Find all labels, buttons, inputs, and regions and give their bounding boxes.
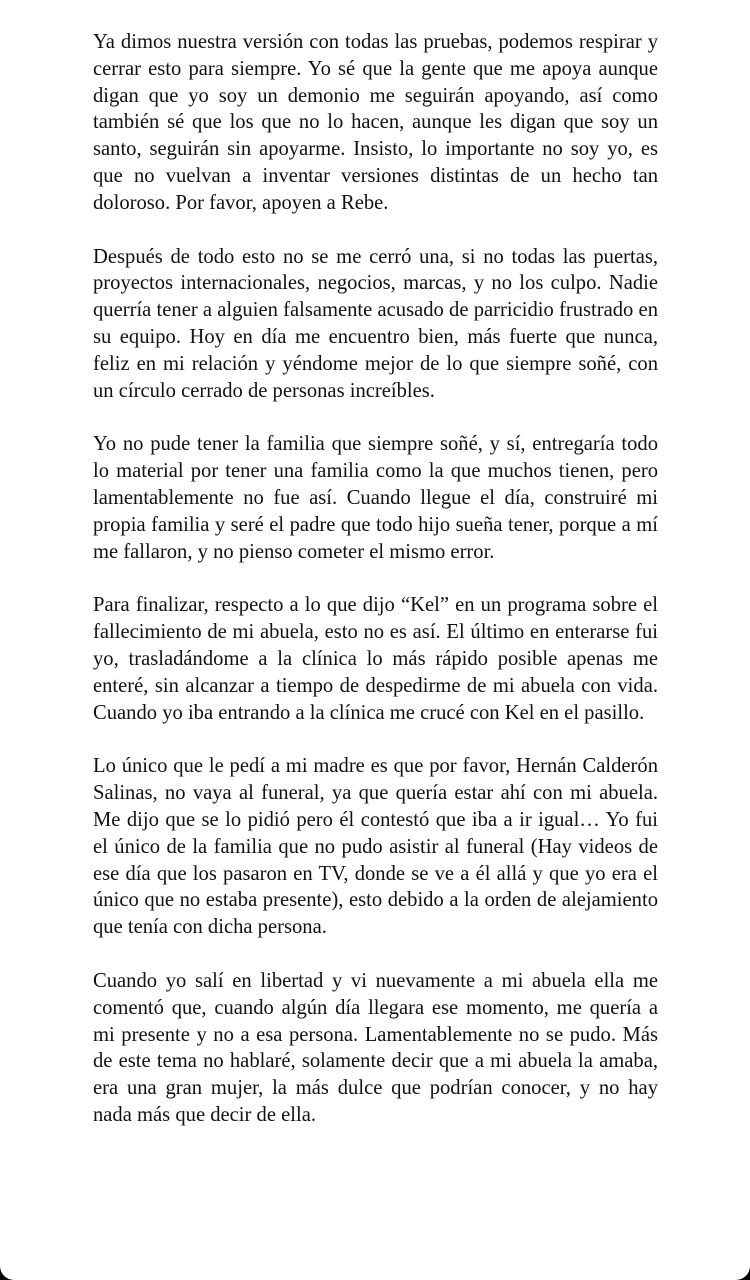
paragraph-6: Cuando yo salí en libertad y vi nuevamente a mi abuela ella me comentó que, cuando algún día llegara ese momento, me quería a mi presente y no a esa persona. Lamentablemente no se pudo. Más de este tema no hablaré, solamente decir que a mi abuela la amaba, era una gran mujer, la más dulce que podrían conocer, y no hay nada más que decir de ella. [93,969,658,1126]
paragraph-5: Lo único que le pedí a mi madre es que por favor, Hernán Calderón Salinas, no vaya al funeral, ya que quería estar ahí con mi abuela. Me dijo que se lo pidió pero él contestó que iba a ir igual… Yo fui el único de la familia que no pudo asistir al funeral (Hay videos de ese día que los pasaron en TV, donde se ve a él allá y que yo era el único que no estaba presente), esto debido a la orden de alejamiento que tenía con dicha persona. [93,755,658,939]
paragraph-1: Ya dimos nuestra versión con todas las pruebas, podemos respirar y cerrar esto para siempre. Yo sé que la gente que me apoya aunque digan que yo soy un demonio me seguirán apoyando, así como también sé que los que no lo hacen, aunque les digan que soy un santo, seguirán sin apoyarme. Insisto, lo importante no soy yo, es que no vuelvan a inventar versiones distintas de un hecho tan doloroso. Por favor, apoyen a Rebe. [93,31,658,214]
paragraph-2: Después de todo esto no se me cerró una, si no todas las puertas, proyectos internacionales, negocios, marcas, y no los culpo. Nadie querría tener a alguien falsamente acusado de parricidio frustrado en su equipo. Hoy en día me encuentro bien, más fuerte que nunca, feliz en mi relación y yéndome mejor de lo que siempre soñé, con un círculo cerrado de personas increíbles. [93,245,658,402]
paragraph-4: Para finalizar, respecto a lo que dijo “Kel” en un programa sobre el fallecimiento de mi abuela, esto no es así. El último en enterarse fui yo, trasladándome a la clínica lo más rápido posible apenas me enteré, sin alcanzar a tiempo de despedirme de mi abuela con vida. Cuando yo iba entrando a la clínica me crucé con Kel en el pasillo. [93,594,658,724]
paragraph-3: Yo no pude tener la familia que siempre soñé, y sí, entregaría todo lo material por tener una familia como la que muchos tienen, pero lamentablemente no fue así. Cuando llegue el día, construiré mi propia familia y seré el padre que todo hijo sueña tener, porque a mí me fallaron, y no pienso cometer el mismo error. [93,433,658,563]
